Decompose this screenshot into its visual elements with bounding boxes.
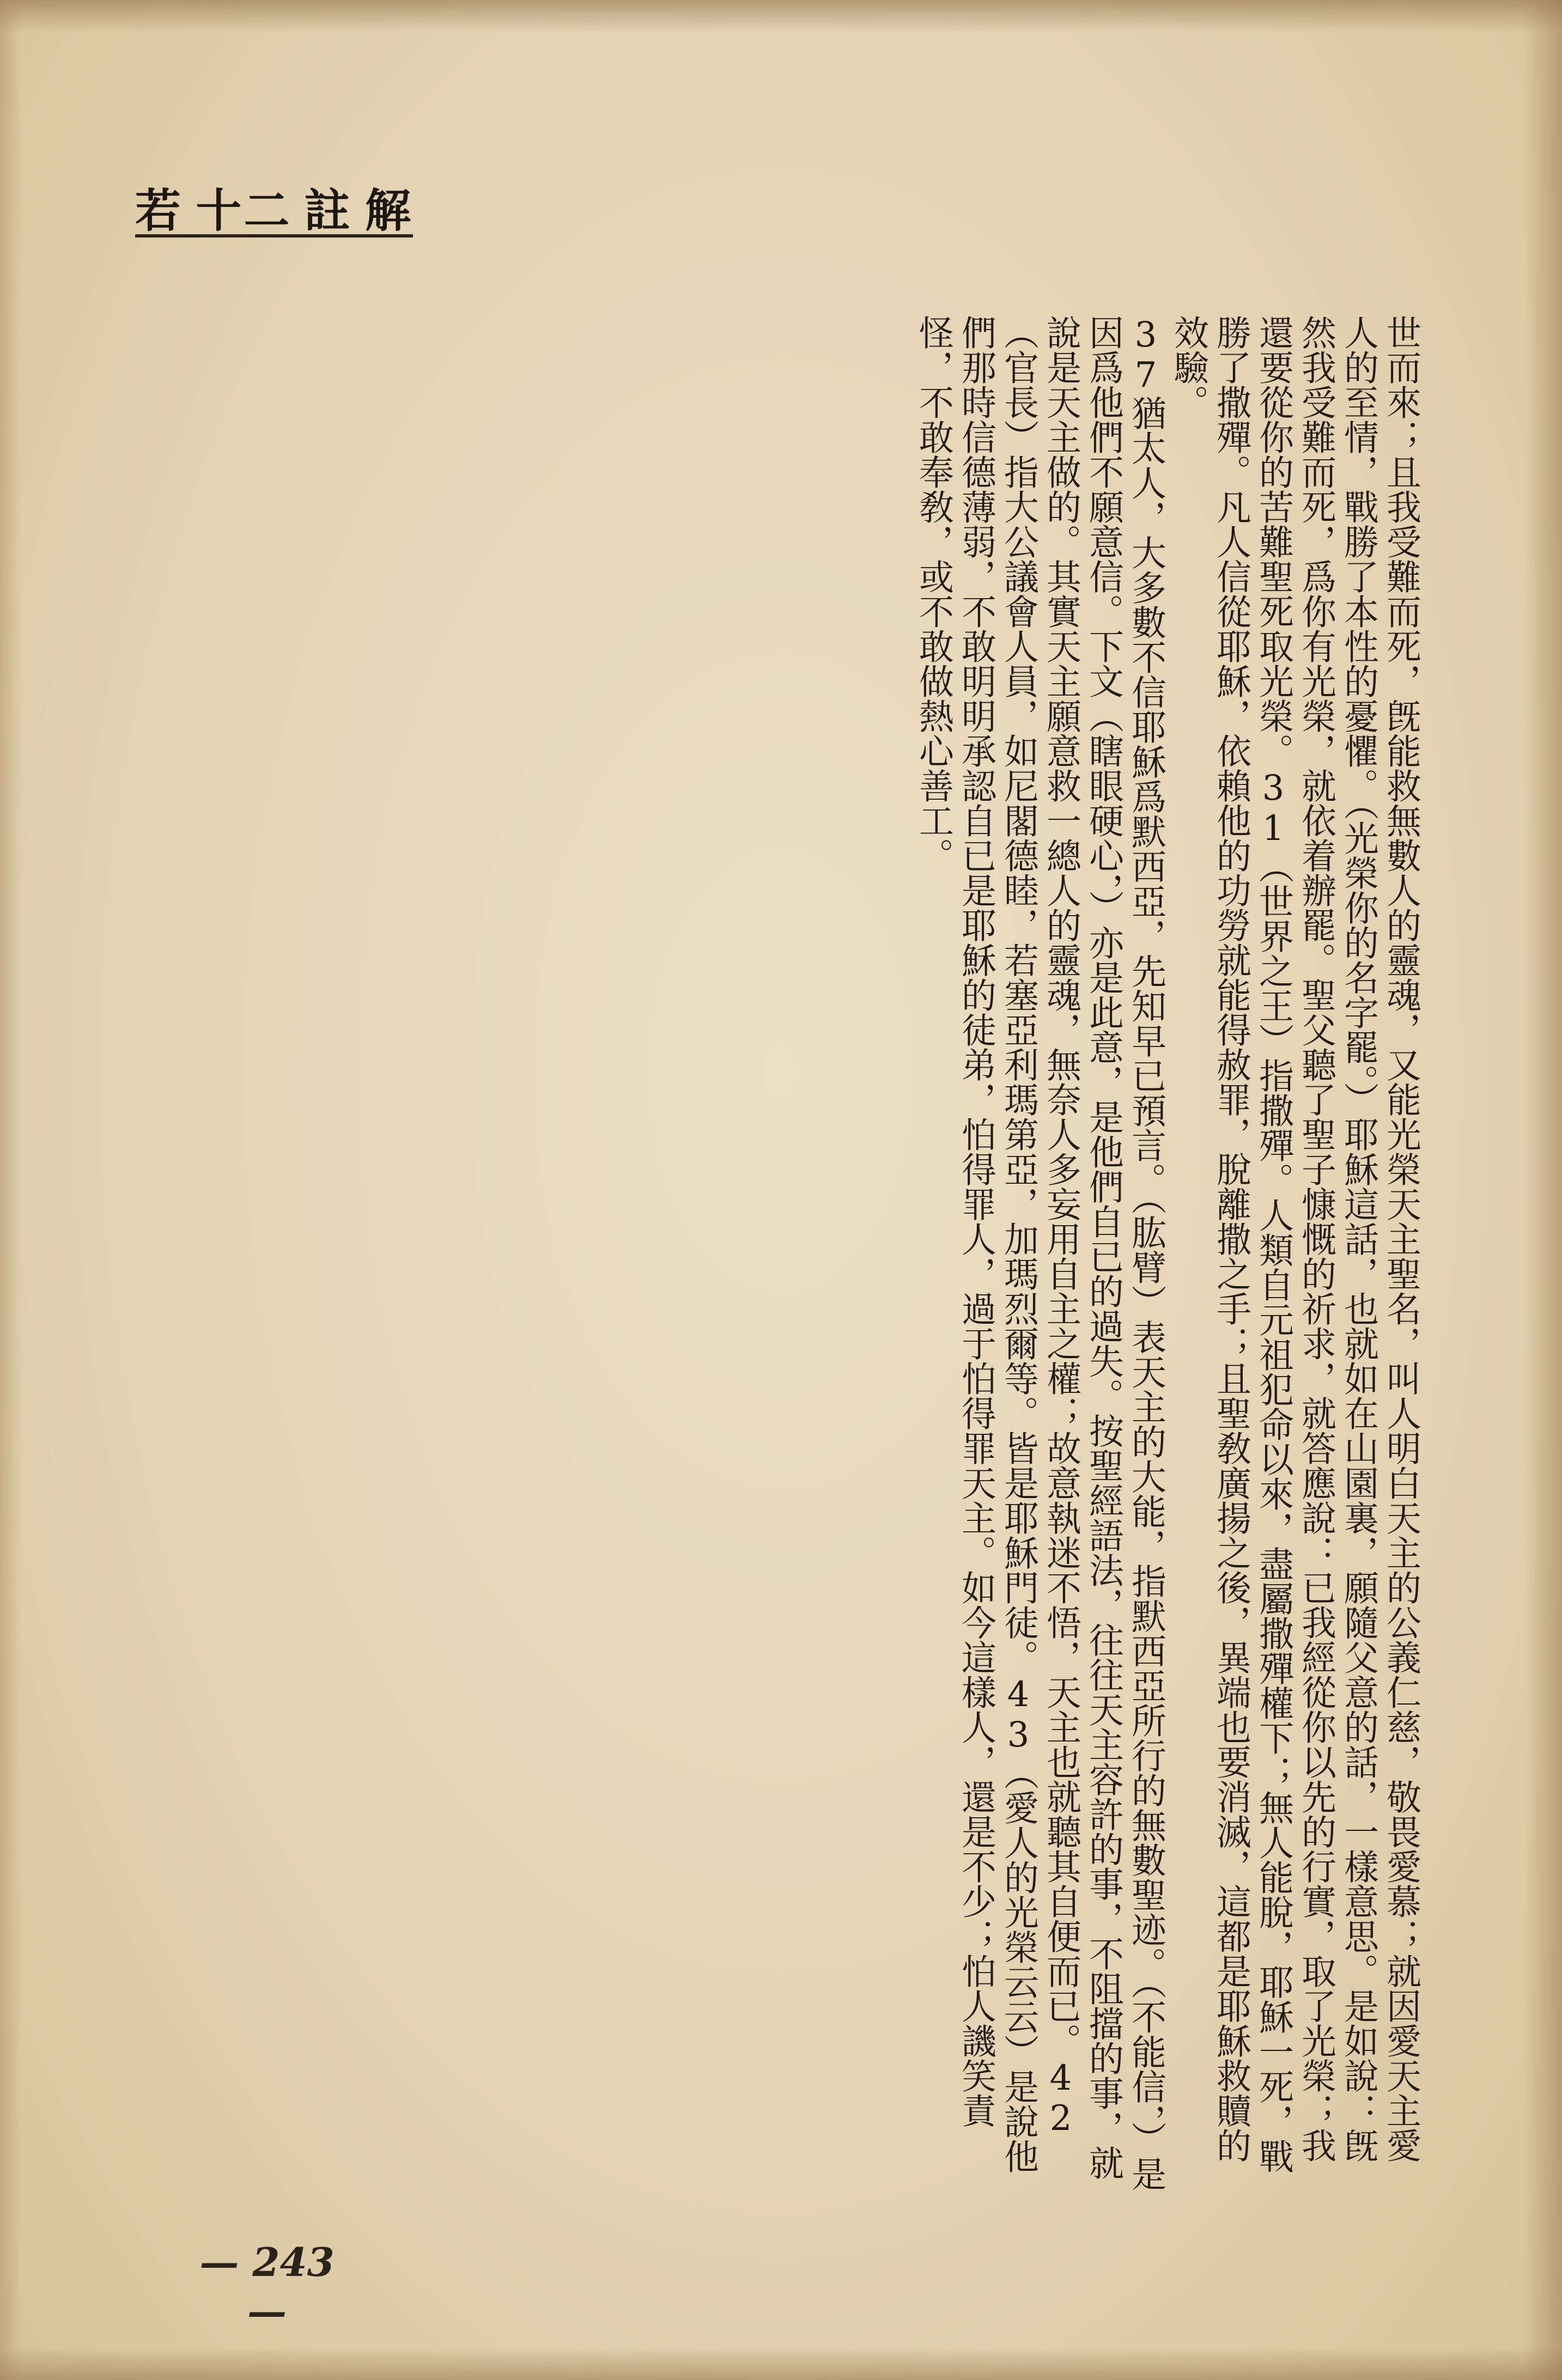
- commentary-paragraph: 世而來；且我受難而死，旣能救無數人的靈魂，又能光榮天主聖名，叫人明白天主的公義仁慈，敬畏愛慕；就因愛天主愛人的至情，戰勝了本性的憂懼。（光榮你的名字罷。）耶穌這話，也就如在山園裏，願隨父意的話，一樣意思。是如說：旣然我受難而死，爲你有光榮，就依着辦罷。聖父聽了聖子慷慨的祈求，就答應說：已我經從你以先的行實，取了光榮；我還要從你的苦難聖死取光榮。31（世界之王）指撒殫。人類自元祖犯命以來，盡屬撒殫權下；無人能脫，耶穌一死，戰勝了撒殫。凡人信從耶穌，依賴他的功勞就能得赦罪，脫離撒之手；且聖敎廣揚之後，異端也要消滅，這都是耶穌救贖的效驗。: [1168, 315, 1421, 2174]
- running-head-char: 註: [304, 184, 352, 238]
- running-head-char: 十二: [196, 184, 292, 238]
- commentary-text: [703, 315, 1422, 2194]
- page-number: — 243 —: [199, 2239, 335, 2334]
- page-edge-top: [0, 0, 1562, 33]
- running-head-char: 若: [135, 184, 184, 238]
- page-edge-bottom: [0, 2347, 1562, 2380]
- page-edge-right: [1524, 0, 1562, 2380]
- page-edge-left: [0, 0, 22, 2380]
- running-head: [135, 180, 413, 238]
- commentary-paragraph: 37猶太人，大多數不信耶穌爲默西亞，先知早已預言。（肱臂）表天主的大能，指默西亞所行的無數聖迹。（不能信，）是因爲他們不願意信。下文（瞎眼硬心，）亦是此意，是他們自已的過失。按聖經語法，往往天主容許的事，不阻擋的事，就說是天主做的。其實天主願意救一總人的靈魂，無奈人多妄用自主之權；故意執迷不悟，天主也就聽其自便而已。42（官長）指大公議會人員，如尼閣德睦，若塞亞利瑪第亞，加瑪烈爾等。皆是耶穌門徒。43（愛人的光榮云云）是說他們那時信德薄弱，不敢明明承認自已是耶穌的徒弟，怕得罪人，過于怕得罪天主。如今這樣人，還是不少；怕人譏笑責怪，不敢奉敎，或不敢做熱心善工。: [913, 315, 1166, 2191]
- running-head-char: 解: [364, 184, 413, 238]
